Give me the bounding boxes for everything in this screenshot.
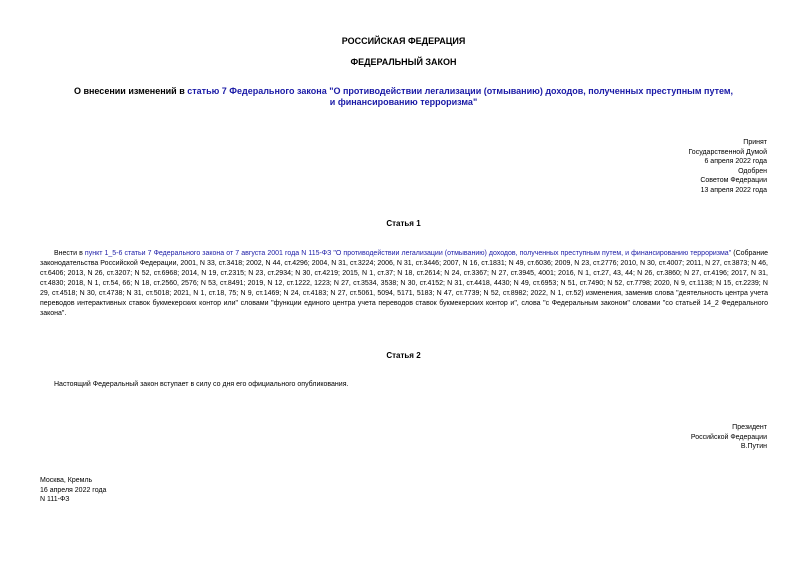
article-1-title: Статья 1 <box>386 219 421 228</box>
article-1-rest: (Собрание законодательства Российской Федерации, 2001, N 33, ст.3418; 2002, N 44, ст.4296; 2004, N 31, ст.3224; 2006, N 31, ст.3446; 2007, N 16, ст.1831; N 49, ст.6036; 2009, N 23, ст.2776; 2010, N 30, ст.4007; 2011, N 27, ст.3873; N 46, ст.6406; 2013, N 26, ст.3207; N 52, ст.6968; 2014, N 19, ст.2315; N 23, ст.2934; N 30, ст.4219; 2015, N 1, ст.37; N 18, ст.2614; N 24, ст.3367; N 27, ст.3945, 4001; 2016, N 1, ст.27, 43, 44; N 26, ст.3860; N 27, ст.4196; 2017, N 31, ст.4830; 2018, N 1, ст.54, 66; N 18, ст.2560, 2576; N 53, ст.8491; 2019, N 12, ст.1222, 1223; N 27, ст.3534, 3538; N 30, ст.4152; N 31, ст.4418, 4430; N 49, ст.6953; N 51, ст.7490; N 52, ст.7798; 2020, N 9, ст.1138; N 15, ст.2239; N 29, ст.4518; N 30, ст.4738; N 31, ст.5018; 2021, N 1, ст.18, 75; N 9, ст.1469; N 24, ст.4183; N 27, ст.5061, 5094, 5171, 5183; N 47, ст.7739; N 52, ст.8982; 2022, N 1, ст.52) изменения, заменив слова "деятельность центра учета переводов интерактивных ставок букмекерских контор или" словами "функции единого центра учета переводов ставок букмекерских контор и", слова "с Федеральным законом" словами "со статьей 14_2 Федерального закона". <box>40 250 768 317</box>
article-1-body <box>40 249 768 319</box>
law-title-prefix: О внесении изменений в <box>73 86 188 96</box>
accepted-label: Принят <box>743 139 767 146</box>
approved-label: Одобрен <box>738 167 767 175</box>
approved-by: Советом Федерации <box>700 177 767 184</box>
article-1-link[interactable]: пункт 1_5-6 статьи 7 Федерального закона от 7 августа 2001 года N 115-ФЗ "О противодействии легализации (отмыванию) доходов, полученных преступным путем, и финансированию терроризма" <box>84 250 732 257</box>
signature-position: Президент <box>732 424 767 431</box>
accepted-by: Государственной Думой <box>688 148 767 156</box>
signature-block <box>567 423 767 452</box>
signature-name: В.Путин <box>740 443 767 450</box>
article-1-intro: Внести в <box>54 250 85 257</box>
approved-date: 13 апреля 2022 года <box>700 186 767 194</box>
header-country: РОССИЙСКАЯ ФЕДЕРАЦИЯ <box>341 36 466 46</box>
law-title-link[interactable]: статью 7 Федерального закона "О противодействии легализации (отмыванию) доходов, полученных преступным путем, и финансированию терроризма" <box>187 86 734 107</box>
law-title <box>70 86 737 108</box>
place-date: 16 апреля 2022 года <box>40 486 107 494</box>
place-block <box>40 476 240 505</box>
header-doc-type: ФЕДЕРАЛЬНЫЙ ЗАКОН <box>350 57 457 67</box>
accepted-date: 6 апреля 2022 года <box>704 158 767 165</box>
article-2-title: Статья 2 <box>386 351 421 360</box>
adoption-block <box>567 138 767 195</box>
place-number: N 111-ФЗ <box>40 496 70 503</box>
place-city: Москва, Кремль <box>40 477 93 484</box>
article-2-body: Настоящий Федеральный закон вступает в силу со дня его официального опубликования. <box>54 381 349 388</box>
signature-country: Российской Федерации <box>690 433 767 441</box>
